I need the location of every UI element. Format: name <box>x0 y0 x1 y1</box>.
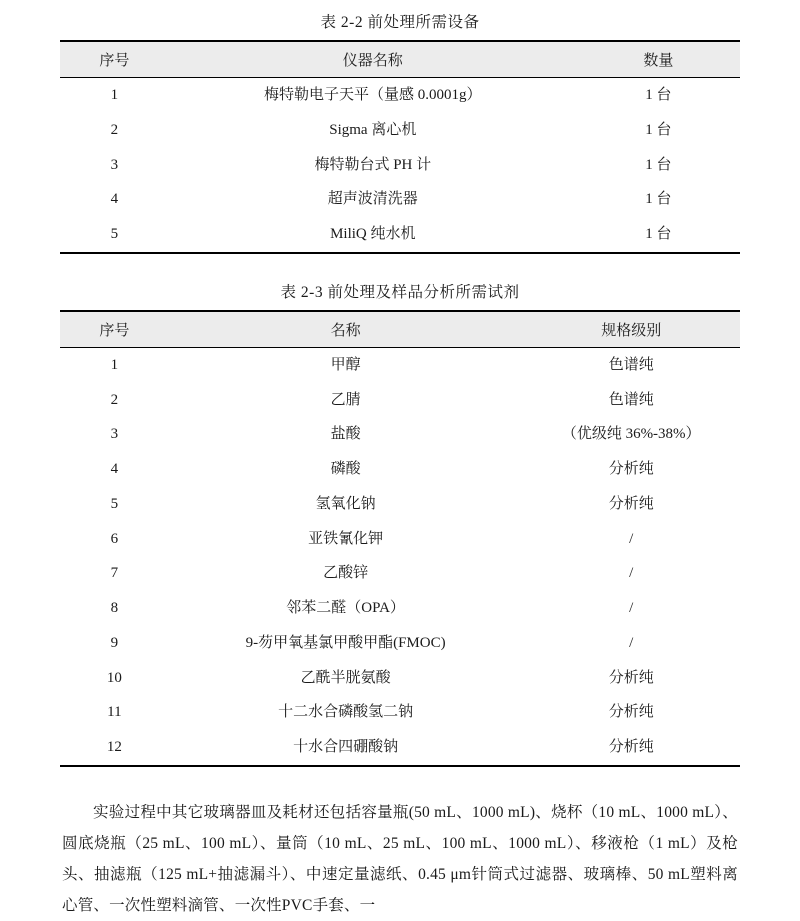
cell-spec-grade: 分析纯 <box>608 669 654 686</box>
table-row <box>60 695 740 730</box>
cell-quantity: 1 台 <box>645 156 672 173</box>
cell-reagent-name: 甲醇 <box>330 356 361 373</box>
cell-no: 3 <box>110 156 119 173</box>
section-spacer <box>60 767 740 797</box>
table-row <box>60 182 740 217</box>
reagents-table <box>60 310 740 767</box>
cell-reagent-name: 十二水合磷酸氢二钠 <box>278 704 414 721</box>
cell-instrument-name: 梅特勒电子天平（量感 0.0001g） <box>264 87 482 103</box>
table-row <box>60 556 740 591</box>
cell-spec-grade: / <box>629 530 634 547</box>
cell-reagent-name: 邻苯二醛（OPA） <box>286 600 405 616</box>
cell-reagent-name: 乙腈 <box>330 391 361 408</box>
cell-instrument-name: Sigma 离心机 <box>329 121 417 138</box>
cell-spec-grade: / <box>629 634 634 651</box>
cell-reagent-name: 亚铁氰化钾 <box>308 530 384 547</box>
section-spacer <box>60 254 740 280</box>
cell-no: 4 <box>110 461 119 477</box>
cell-no: 12 <box>106 739 122 755</box>
cell-no: 9 <box>110 634 119 651</box>
column-header-no: 序号 <box>60 311 169 348</box>
cell-quantity: 1 台 <box>645 121 672 138</box>
column-header-quantity: 数量 <box>577 41 740 78</box>
cell-no: 1 <box>110 87 119 103</box>
cell-spec-grade: 分析纯 <box>608 495 654 512</box>
equipment-table-block <box>60 10 740 254</box>
cell-spec-grade: 分析纯 <box>608 704 654 721</box>
body-paragraph: 实验过程中其它玻璃器皿及耗材还包括容量瓶(50 mL、1000 mL)、烧杯（10 mL、1000 mL）、圆底烧瓶（25 mL、100 mL）、量筒（10 mL、25 mL、100 mL、1000 mL）、移液枪（1 mL）及枪头、抽滤瓶（125 mL+抽滤漏斗）、中速定量滤纸、0.45 μm针筒式过滤器、玻璃棒、50 mL塑料离心管、一次性塑料滴管、一次性PVC手套、一 <box>62 803 738 914</box>
cell-no: 5 <box>110 226 119 242</box>
cell-no: 11 <box>107 704 122 721</box>
cell-instrument-name: 超声波清洗器 <box>327 191 418 208</box>
cell-no: 6 <box>110 530 119 547</box>
reagents-table-head <box>60 311 740 348</box>
cell-spec-grade: / <box>629 565 634 582</box>
cell-spec-grade: 分析纯 <box>608 739 654 755</box>
cell-reagent-name: 乙酰半胱氨酸 <box>300 669 391 686</box>
cell-instrument-name: MiliQ 纯水机 <box>330 226 416 242</box>
table-row <box>60 487 740 522</box>
cell-spec-grade: 色谱纯 <box>608 356 654 373</box>
table-row <box>60 661 740 696</box>
cell-no: 1 <box>110 356 119 373</box>
cell-no: 8 <box>110 600 119 616</box>
cell-spec-grade: （优级纯 36%-38%） <box>561 426 701 443</box>
reagents-table-block <box>60 280 740 767</box>
cell-no: 4 <box>110 191 119 208</box>
table-header-row <box>60 311 740 348</box>
cell-reagent-name: 乙酸锌 <box>323 565 369 582</box>
cell-spec-grade: / <box>629 600 634 616</box>
cell-quantity: 1 台 <box>645 87 672 103</box>
table-row <box>60 78 740 113</box>
equipment-table-head <box>60 41 740 78</box>
reagents-table-body <box>60 347 740 766</box>
cell-instrument-name: 梅特勒台式 PH 计 <box>314 156 432 173</box>
cell-spec-grade: 分析纯 <box>608 461 654 477</box>
equipment-table-caption: 表 2-2 前处理所需设备 <box>320 14 480 31</box>
table-row <box>60 113 740 148</box>
column-header-reagent-name: 名称 <box>169 311 523 348</box>
column-header-spec-grade: 规格级别 <box>522 311 740 348</box>
table-row <box>60 148 740 183</box>
cell-quantity: 1 台 <box>645 191 672 208</box>
table-row <box>60 626 740 661</box>
cell-reagent-name: 9-芴甲氧基氯甲酸甲酯(FMOC) <box>245 634 446 651</box>
cell-reagent-name: 十水合四硼酸钠 <box>293 739 399 755</box>
table-row <box>60 730 740 766</box>
cell-reagent-name: 氢氧化钠 <box>315 495 376 512</box>
cell-reagent-name: 盐酸 <box>330 426 361 443</box>
equipment-table <box>60 40 740 254</box>
equipment-table-body <box>60 78 740 253</box>
column-header-instrument-name: 仪器名称 <box>169 41 577 78</box>
cell-quantity: 1 台 <box>645 226 672 242</box>
table-row <box>60 347 740 382</box>
table-header-row <box>60 41 740 78</box>
cell-no: 2 <box>110 391 119 408</box>
cell-no: 2 <box>110 121 119 138</box>
column-header-no: 序号 <box>60 41 169 78</box>
table-row <box>60 591 740 626</box>
cell-no: 3 <box>110 426 119 443</box>
cell-no: 7 <box>110 565 119 582</box>
body-paragraph-block <box>60 797 740 921</box>
table-row <box>60 452 740 487</box>
cell-no: 5 <box>110 495 119 512</box>
reagents-table-caption: 表 2-3 前处理及样品分析所需试剂 <box>280 283 520 301</box>
table-row <box>60 522 740 557</box>
cell-spec-grade: 色谱纯 <box>608 391 654 408</box>
cell-reagent-name: 磷酸 <box>330 461 361 477</box>
table-row <box>60 383 740 418</box>
table-row <box>60 217 740 253</box>
table-row <box>60 417 740 452</box>
cell-no: 10 <box>106 669 122 686</box>
